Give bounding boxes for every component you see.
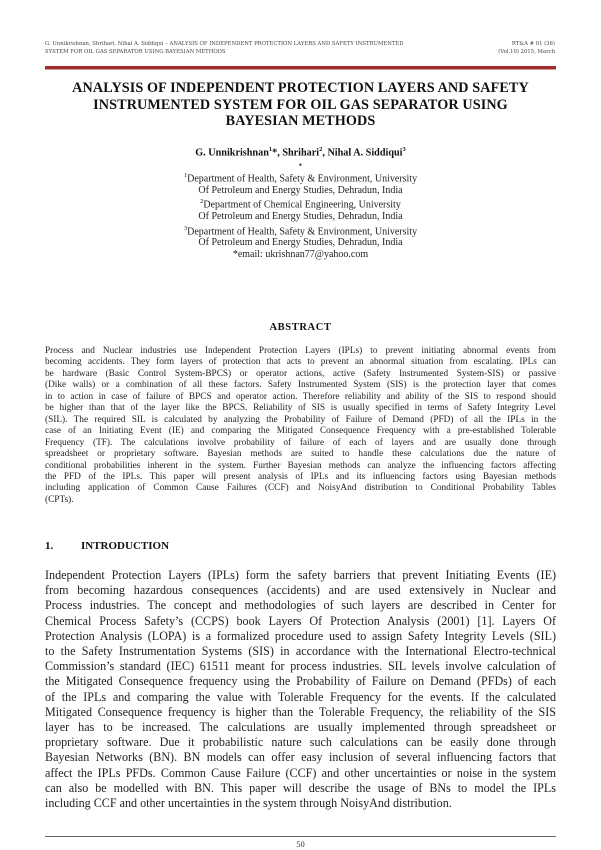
author-name: Nihal A. Siddiqui — [327, 147, 403, 159]
text-line: be hardware (Basic Control System-BPCS) or operator actions, active (Safety Instrumented System-SIS) or passive — [45, 368, 556, 379]
affiliation-text: Department of Health, Safety & Environment, University — [187, 173, 418, 185]
text-line: Independent Protection Layers (IPLs) form the safety barriers that prevent Initiating Events (IE) — [45, 568, 556, 582]
running-header-left-line: SYSTEM FOR OIL GAS SEPARATOR USING BAYESIAN METHODS — [45, 48, 226, 55]
affiliation-mark: 3 — [183, 224, 188, 232]
title-line: ANALYSIS OF INDEPENDENT PROTECTION LAYERS AND SAFETY — [72, 80, 529, 96]
affiliation-text: Of Petroleum and Energy Studies, Dehradun, India — [198, 184, 403, 196]
separator-bullet: • — [298, 160, 303, 170]
text-line: Mitigated Consequence frequency is higher than the Tolerable Frequency, the reliability of the SIS — [45, 704, 556, 719]
text-line: (SIL). The required SIL is calculated by analyzing the Probability of Failure of Demand (PFD) of all the IPLs in the — [45, 414, 556, 425]
text-line: proprietary software. Due it probabilistic nature such calculations can be easily done through — [45, 735, 556, 750]
section-heading-introduction — [45, 540, 169, 552]
affiliation-line — [40, 211, 561, 223]
text-line: of the IPLs and comparing the value with Tolerable Frequency for the events. If the calculated — [45, 689, 556, 704]
section-number: 1. — [45, 540, 54, 552]
paper-title — [40, 80, 561, 130]
text-line: be higher than that of the layer like the BPCS. Reliability of SIS is usually specified in terms of Safety Integrity Level — [45, 403, 556, 414]
text-line: can also be modelled with BN. This paper will describe the usage of BNs to model the IPLs — [45, 780, 556, 795]
text-line: to the Safety Instrumentation Systems (SIS) in accordance with the International Electro-technical — [45, 644, 556, 659]
text-line: (Dike walls) or a combination of all these factors. Safety Instrumented System (SIS) is the protection layer that comes — [45, 380, 556, 391]
journal-volume-date: (Vol.10) 2015, March — [498, 48, 555, 55]
author-name: Shrihari — [282, 147, 320, 159]
text-line: Process and Nuclear industries use Independent Protection Layers (IPLs) to prevent initiating abnormal events from — [45, 346, 556, 356]
running-header-left-line: G. Unnikrishnan, Shrihari, Nihal A. Siddiqui – ANALYSIS OF INDEPENDENT PROTECTION LAYERS AND SAFETY INSTRUMENTED — [45, 41, 404, 47]
abstract-heading: ABSTRACT — [269, 322, 332, 333]
text-line: including application of Common Cause Failures (CCF) and NoisyAnd distribution to Conditional Probability Tables — [45, 483, 556, 494]
title-line: INSTRUMENTED SYSTEM FOR OIL GAS SEPARATOR USING — [93, 96, 508, 113]
running-header-right — [498, 41, 555, 56]
affiliation-line — [40, 223, 561, 238]
affiliations — [40, 170, 561, 260]
affiliation-line — [40, 249, 561, 261]
header-rule — [45, 66, 556, 70]
text-line: Protection Analysis (LOPA) is a formalized procedure used to assign Safety Integrity Levels (SIL) — [45, 628, 556, 643]
text-line: the PFD of the IPLs. This paper will present analysis of IPLs and its influencing factors using Bayesian methods — [45, 471, 556, 482]
affiliation-line — [40, 185, 561, 197]
affiliation-text: Department of Health, Safety & Environment, University — [187, 225, 418, 237]
affiliation-line — [40, 237, 561, 249]
text-line: the Mitigated Consequence frequency using the Probability of Failure on Demand (PFDs) of each — [45, 674, 556, 689]
affiliation-text: Of Petroleum and Energy Studies, Dehradun, India — [198, 211, 403, 223]
text-line: affect the IPLs PFDs. Common Cause Failure (CCF) and other uncertainties or noise in the system — [45, 765, 556, 780]
text-line: from becoming hazardous consequences (accidents) and are used extensively in Nuclear and — [45, 583, 556, 598]
affiliation-text: *email: ukrishnan77@yahoo.com — [232, 248, 369, 260]
text-line: spreadsheet or proprietary software. Bayesian methods are suited to handle these calculations due the nature of — [45, 449, 556, 460]
text-line: becoming accidents. They form layers of protection that acts to prevent an abnormal situation from escalating. IPLs can — [45, 357, 556, 368]
text-line: in to action in case of failure of BPCS and operator action. Therefore reliability and ability of the SIS to respond should — [45, 391, 556, 402]
text-line: conditional probabilities inherent in the system. Further Bayesian methods can analyze the influencing factors affecting — [45, 460, 556, 471]
introduction-body — [45, 568, 556, 811]
text-line: case of an Initiating Event (IE) and comparing the Mitigated Consequence Frequency with a pre-established Tolerable — [45, 426, 556, 437]
footer-rule — [45, 836, 556, 837]
text-line: Frequency (TF). The calculations involve probability of failure of each of layers and are usually done through — [45, 437, 556, 448]
text-line: Bayesian Networks (BN). BN models can offer easy inclusion of several influencing factors that — [45, 750, 556, 765]
affiliation-line — [40, 196, 561, 211]
author-separator: *, — [272, 147, 283, 159]
author-affiliation-mark: 2 — [319, 146, 323, 153]
text-line: Commission’s standard (IEC) 61511 meant for process industries. SIL levels involve calculation of — [45, 659, 556, 674]
text-line: Process industries. The concept and methodologies of such layers are described in Center for — [45, 598, 556, 613]
text-line: Chemical Process Safety’s (CCPS) book Layers Of Protection Analysis (2001) [1]. Layers Of — [45, 613, 556, 628]
page-number: 50 — [296, 839, 305, 849]
section-title: INTRODUCTION — [81, 540, 170, 552]
affiliation-line — [40, 170, 561, 185]
journal-issue: RT&A # 01 (36) — [511, 41, 555, 47]
text-line: including CCF and other uncertainties in the system through NoisyAnd distribution. — [45, 796, 452, 811]
affiliation-mark: 2 — [200, 198, 204, 206]
text-line: layer has to be increased. The calculations are usually implemented through spreadsheet or — [45, 720, 556, 735]
running-header-left — [45, 41, 404, 56]
text-line: (CPTs). — [45, 494, 74, 505]
author-list — [40, 146, 561, 158]
affiliation-mark: 1 — [183, 172, 188, 179]
author-affiliation-mark: 1 — [268, 146, 273, 153]
abstract-body — [45, 346, 556, 506]
title-line: BAYESIAN METHODS — [225, 113, 376, 129]
affiliation-text: Department of Chemical Engineering, University — [203, 199, 401, 211]
affiliation-text: Of Petroleum and Energy Studies, Dehradun, India — [198, 237, 403, 249]
author-separator: , — [322, 147, 328, 159]
author-name: G. Unnikrishnan — [195, 147, 269, 159]
author-affiliation-mark: 3 — [402, 146, 406, 153]
